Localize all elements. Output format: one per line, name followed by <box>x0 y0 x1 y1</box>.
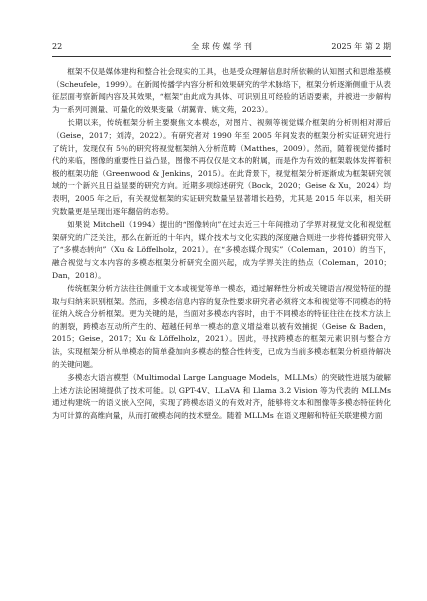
article-body <box>52 66 391 591</box>
issue-label: 2025 年 第 2 期 <box>331 42 391 51</box>
page-header <box>52 40 391 54</box>
paragraph: 如果说 Mitchell（1994）提出的“图像转向”在过去近三十年间推动了学界对视觉文化和视觉框架研究的广泛关注，那么在新近的十年内，媒介技术与文化实践的深度融合则进一步将传播研究带入了“多模态转向”（Xu & Löffelholz，2021）。在“多模态媒介现实”（Coleman，2010）的当下，融合视觉与文本内容的多模态框架分析研究全面兴起，成为学界关注的热点（Coleman，2010；Dan，2018）。 <box>52 220 391 280</box>
paragraph: 长期以来，传统框架分析主要聚焦文本模态，对图片、视频等视觉媒介框架的分析则相对滞后（Geise，2017；刘涛，2022）。有研究者对 1990 年至 2005 年间发表的框架分析实证研究进行了统计，发现仅有 5％的研究将视觉框架纳入分析范畴（Matthes，2009）。然而，随着视觉传播时代的来临，图像的重要性日益凸显，图像不再仅仅是文本的附属，而是作为有效的框架载体发挥着积极的框架功能（Greenwood & Jenkins，2015）。在此背景下，视觉框架分析逐渐成为框架研究领域的一个新兴且日益显要的研究方向。近期多项综述研究（Bock，2020；Geise & Xu，2024）均表明，2005 年之后，有关视觉框架的实证研究数量呈显著增长趋势，尤其是 2015 年以来，相关研究数量更是呈现出逐年翻倍的态势。 <box>52 118 391 216</box>
header-rule <box>52 56 391 57</box>
paragraph: 框架不仅是媒体建构和整合社会现实的工具，也是受众理解信息时所依赖的认知图式和思维基模（Scheufele，1999）。在新闻传播学内容分析和效果研究的学术脉络下，框架分析逐渐侧重于从表征层面考察新闻内容及其效果，“框架”由此成为具体、可识别且可经验的话语要素，并被进一步解构为一系列可测量、可量化的效果变量（胡翼青、姚文苑，2023）。 <box>52 67 391 114</box>
paragraph: 传统框架分析方法往往侧重于文本或视觉等单一模态，通过解释性分析或关键语言/视觉特征的提取与归纳来识别框架。然而，多模态信息内容的复杂性要求研究者必须将文本和视觉等不同模态的特征纳入统合分析框架。更为关键的是，当面对多模态内容时，由于不同模态的特征往往在技术方法上的割裂，跨模态互动所产生的、超越任何单一模态的意义增益难以被有效捕捉（Geise & Baden，2015；Geise，2017；Xu & Löffelholz，2021）。因此，寻找跨模态的框架元素识别与整合方法，实现框架分析从单模态的简单叠加向多模态的整合性转变，已成为当前多模态框架分析亟待解决的关键问题。 <box>52 284 391 369</box>
journal-title: 全 球 传 媒 学 刊 <box>191 42 252 51</box>
paragraph: 多模态大语言模型（Multimodal Large Language Models，MLLMs）的突破性进展为破解上述方法论困境提供了技术可能。以 GPT-4V、LLaVA 和 Llama 3.2 Vision 等为代表的 MLLMs 通过构建统一的语义嵌入空间，实现了跨模态语义的有效对齐，能够将文本和图像等多模态特征转化为可计算的高维向量，从而打破模态间的技术壁垒。随着 MLLMs 在语义理解和特征关联建模方面 <box>52 373 391 421</box>
page-number: 22 <box>52 42 63 51</box>
